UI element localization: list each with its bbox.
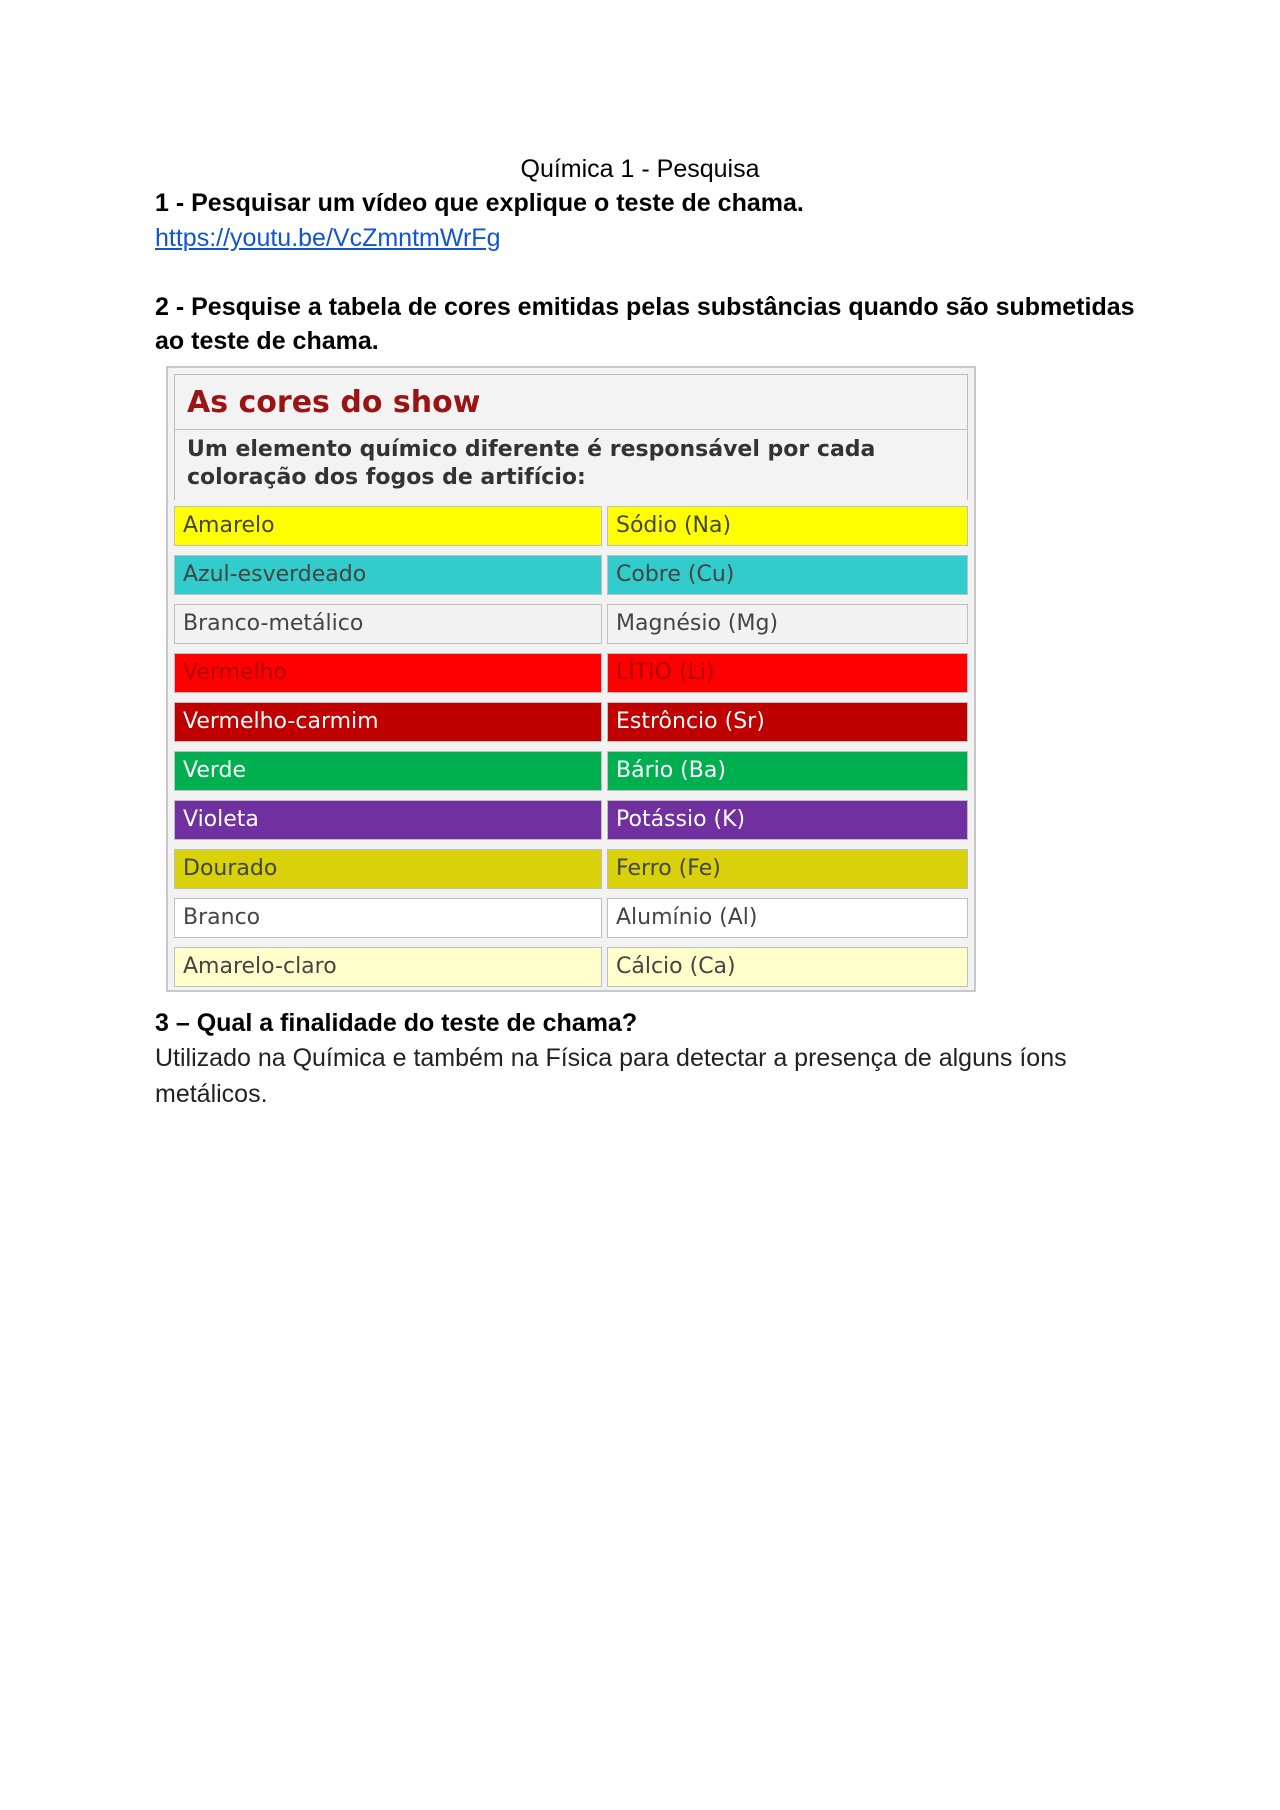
table-row [174,653,968,693]
table-rows [174,506,968,996]
table-row [174,800,968,840]
table-title: As cores do show [187,385,481,420]
color-name-cell: Violeta [174,800,602,840]
element-name-cell: Estrôncio (Sr) [607,702,968,742]
element-name-cell: LÍTIO (Li) [607,653,968,693]
question-3: 3 – Qual a finalidade do teste de chama? [155,1009,638,1037]
color-name-cell: Vermelho [174,653,602,693]
document-title: Química 1 - Pesquisa [520,155,760,183]
element-name-cell: Ferro (Fe) [607,849,968,889]
table-subtitle-box [174,430,968,500]
color-name-cell: Amarelo-claro [174,947,602,987]
table-subtitle: Um elemento químico diferente é responsável por cada coloração dos fogos de artifício: [187,437,876,490]
element-name-cell: Magnésio (Mg) [607,604,968,644]
element-name-cell: Bário (Ba) [607,751,968,791]
answer-3: Utilizado na Química e também na Física para detectar a presença de alguns íons metálicos. [155,1044,1067,1108]
element-name-cell: Alumínio (Al) [607,898,968,938]
color-name-cell: Amarelo [174,506,602,546]
color-name-cell: Branco-metálico [174,604,602,644]
element-name-cell: Potássio (K) [607,800,968,840]
element-name-cell: Cálcio (Ca) [607,947,968,987]
table-row [174,947,968,987]
table-row [174,555,968,595]
table-row [174,849,968,889]
question-1: 1 - Pesquisar um vídeo que explique o teste de chama. [155,189,804,217]
table-row [174,898,968,938]
color-name-cell: Azul-esverdeado [174,555,602,595]
table-title-box [174,374,968,430]
element-name-cell: Cobre (Cu) [607,555,968,595]
table-row [174,702,968,742]
table-row [174,604,968,644]
element-name-cell: Sódio (Na) [607,506,968,546]
table-row [174,751,968,791]
color-name-cell: Dourado [174,849,602,889]
color-name-cell: Verde [174,751,602,791]
color-name-cell: Vermelho-carmim [174,702,602,742]
color-name-cell: Branco [174,898,602,938]
table-row [174,506,968,546]
question-2: 2 - Pesquise a tabela de cores emitidas pelas substâncias quando são submetidas ao teste de chama. [155,293,1135,355]
video-link[interactable]: https://youtu.be/VcZmntmWrFg [155,224,501,252]
flame-colors-table-image [166,366,976,992]
